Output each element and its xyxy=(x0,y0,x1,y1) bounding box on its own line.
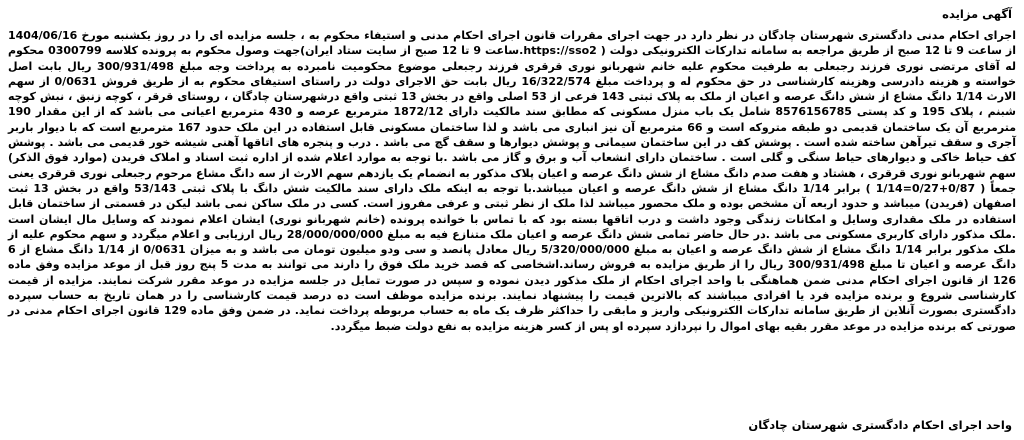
notice-footer: واحد اجرای احکام دادگستری شهرستان چادگان xyxy=(748,418,1012,432)
auction-notice xyxy=(6,0,1018,440)
notice-body: اجرای احکام مدنی دادگستری شهرستان چادگان در نظر دارد در جهت اجرای مقررات قانون اجرای احکام مدنی و استیفاء محکوم به ، جلسه مزایده ای را در روز یکشنبه مورخ 1404/06/16 از ساعت 9 تا 12 صبح از طریق مراجعه به سامانه تدارکات الکترونیکی دولت ( https://sso2.ساعت 9 تا 12 صبح از سایت ستاد ایران)جهت وصول محکوم به پرونده کلاسه 0300799 محکوم له آقای مرتضی نوری فرزند رجبعلی به طرفیت محکوم علیه خانم شهربانو نوری قرقری فرزند رجبعلی موضوع محکومیت نامبرده به پرداخت وجه مبلغ 300/931/498 ریال بابت اصل خواسته و هزینه دادرسی وهزینه کارشناسی در حق محکوم له و پرداخت مبلغ 16/322/574 ریال بابت حق الاجرای دولت در راستای استیفای محکوم به از طریق فروش 0/0631 از سهم الارث 1/14 دانگ مشاع از شش دانگ عرصه و اعیان از ملک به پلاک ثبتی 143 فرعی از 53 اصلی واقع در بخش 13 ثبتی واقع درشهرستان چادگان ، روستای قرقر ، کوچه زنبق ، نبش کوچه شبنم ، پلاک 195 و کد پستی 8576156785 شامل یک باب منزل مسکونی که مطابق سند مالکیت دارای 1872/12 مترمربع عرصه و 430 مترمربع اعیانی می باشد که از این مقدار 190 مترمربع آن یک ساختمان قدیمی دو طبقه متروکه است و 66 مترمربع آن نیز انباری می باشد و لذا ساختمان مسکونی قابل استفاده در این ملک حدود 167 مترمربع است که با دیوار باربر آجری و سقف تیرآهن ساخته شده است . پوشش کف در این ساختمان سیمانی و پوشش دیوارها و سقف گچ می باشد . درب و پنجره های اتاقها آهنی شیشه خور قدیمی می باشد . پوشش کف حیاط خاکی و دیوارهای حیاط سنگی و گلی است . ساختمان دارای انشعاب آب و برق و گاز می باشد .با توجه به موارد اعلام شده از اداره ثبت اسناد و املاک فریدن (موارد فوق الذکر) سهم شهربانو نوری قرقری ، هشتاد و هفت صدم دانگ مشاع از شش دانگ عرصه و اعیان پلاک مذکور به انضمام یک یازدهم سهم الارث از سه دانگ مشاع مرحوم رجبعلی نوری قرقری یعنی جمعاً ( 0/87+0/27=1/14 ) برابر 1/14 دانگ مشاع از شش دانگ عرصه و اعیان میباشد.با توجه به اینکه ملک دارای سند مالکیت شش دانگ با پلاک ثبتی 53/143 واقع در بخش 13 ثبت اصفهان (فریدن) میباشد و حدود اربعه آن مشخص بوده و ملک محصور میباشد لذا ملک از نظر ثبتی و عرفی مفروز است. کسی در ملک ساکن نمی باشد لیکن در قسمتی از ساختمان قابل استفاده در ملک مقداری وسایل و امکانات زندگی وجود داشت و درب اتاقها بسته بود که با تماس با خوانده پرونده (خانم شهربانو نوری) ایشان اعلام نمودند که وسایل مال ایشان است .ملک مذکور دارای کاربری مسکونی می باشد .در حال حاضر تمامی شش دانگ عرصه و اعیان ملک متنازع فیه به مبلغ 28/000/000/000 ریال ارزیابی و اعلام میگردد و سهم محکوم علیه از ملک مذکور برابر 1/14 دانگ مشاع از شش دانگ عرصه و اعیان به مبلغ 5/320/000/000 ریال معادل پانصد و سی ودو میلیون تومان می باشد و به میزان 0/0631 از 1/14 دانگ مشاع از 6 دانگ عرصه و اعیان تا مبلغ 300/931/498 ریال را از طریق مزایده به فروش رساند.اشخاصی که قصد خرید ملک فوق را دارند می توانند به مدت 5 پنج روز قبل از موعد مزایده وفق ماده 126 از قانون اجرای احکام مدنی ضمن هماهنگی با واحد اجرای احکام از ملک مذکور دیدن نموده و سپس در صورت تمایل در جلسه مزایده در موعد مقرر شرکت نمایند. مزایده از قیمت کارشناسی شروع و برنده مزایده فرد یا افرادی میباشند که بالاترین قیمت را پیشنهاد نمایند. برنده مزایده موظف است ده درصد قیمت کارشناسی را در همان تاریخ به حساب سپرده دادگستری بصورت آنلاین از طریق سامانه تدارکات الکترونیکی واریز و مابقی را حداکثر ظرف یک ماه به حساب مربوطه پرداخت نماید. در ضمن وفق ماده 129 قانون اجرای احکام مدنی در صورتی که برنده مزایده در موعد مقرر بقیه بهای اموال را نپردازد سپرده او پس از کسر هزینه مزایده به نفع دولت ضبط میگردد. xyxy=(8,29,1017,333)
notice-title: آگهی مزایده xyxy=(942,7,1012,21)
